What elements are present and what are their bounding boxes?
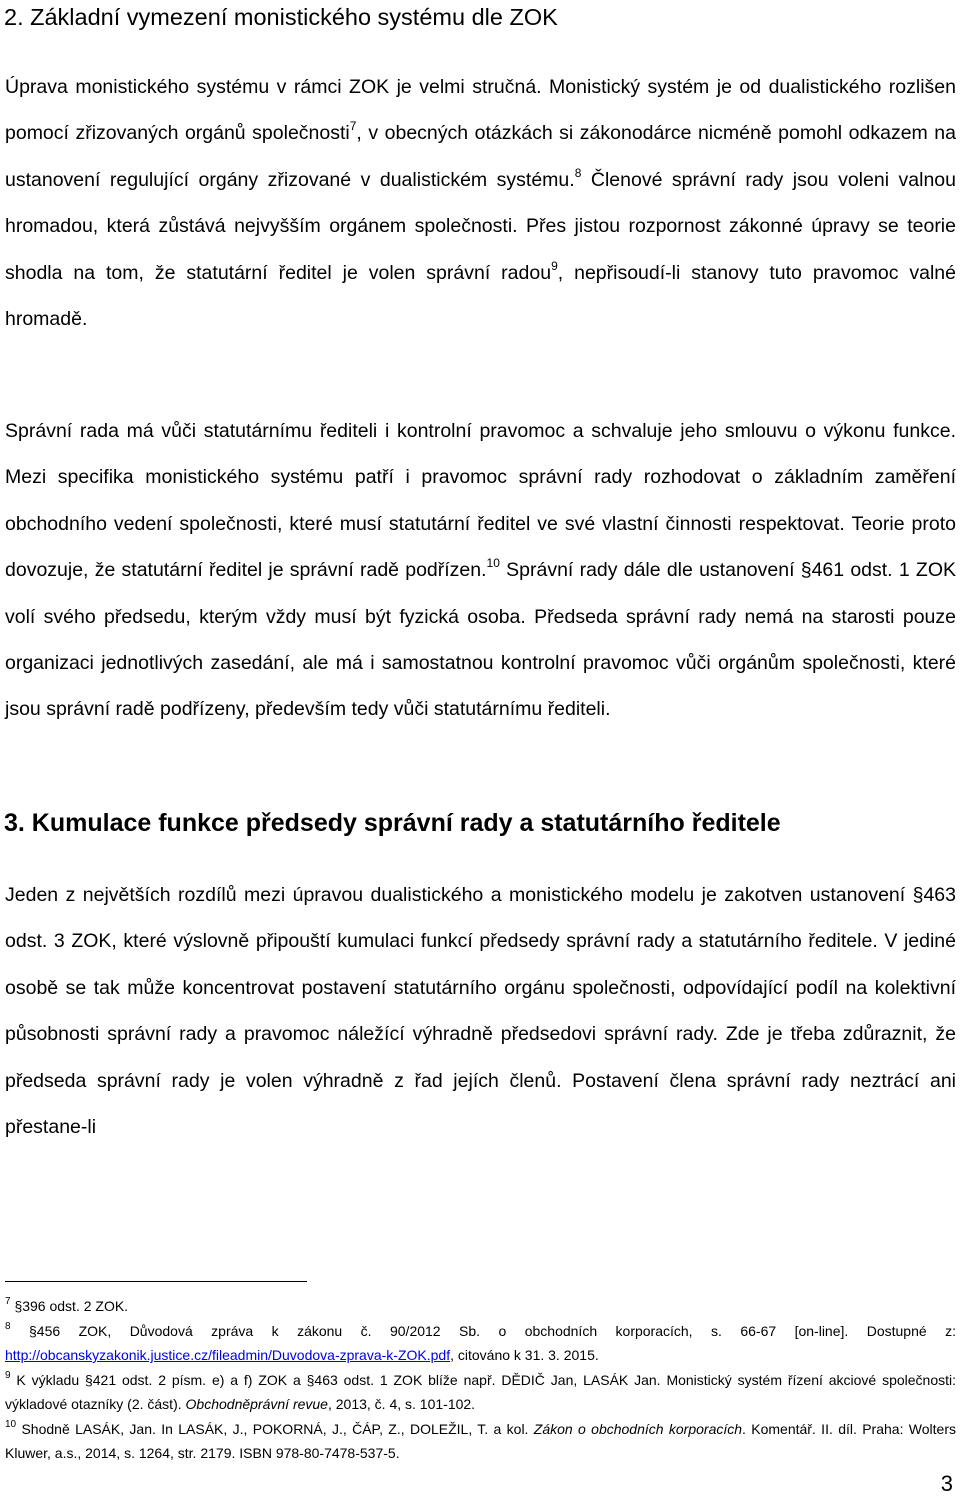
footnote-ref-7[interactable]: 7 — [349, 119, 357, 134]
section-2-paragraph-2 — [5, 408, 956, 733]
footnote-text: K výkladu §421 odst. 2 písm. e) a f) ZOK a §463 odst. 1 ZOK blíže např. DĚDIČ Jan, LASÁK Jan. Monistický systém řízení akciové společnosti: výkladové otazníky (2. část). — [5, 1371, 956, 1412]
footnote-text: §396 odst. 2 ZOK. — [10, 1298, 129, 1314]
footnote-text: §456 ZOK, Důvodová zpráva k zákonu č. 90/2012 Sb. o obchodních korporacích, s. 66-67 [on-line]. Dostupné z: — [10, 1322, 956, 1339]
footnote-ref-9[interactable]: 9 — [551, 258, 558, 273]
text-run: Správní rada má vůči statutárnímu řediteli i kontrolní pravomoc a schvaluje jeho smlouvu o výkonu funkce. Mezi specifika monistického systému patří i pravomoc správní rady rozhodovat o základním zaměření obchodního vedení společnosti, které musí statutární ředitel ve své vlastní činnosti respektovat. Teorie proto dovozuje, že statutární ředitel je správní radě podřízen. — [5, 420, 956, 582]
footnote-text: . Komentář. II. díl. Praha: Wolters Kluwer, a.s., 2014, s. 1264, str. 2179. ISBN 978-80-7478-537-5. — [5, 1420, 956, 1461]
footnotes — [5, 1294, 956, 1466]
text-run: , v obecných otázkách si zákonodárce nicméně pomohl odkazem na ustanovení regulující orgány zřizované v dualistickém systému. — [5, 122, 956, 191]
footnote-separator — [5, 1281, 307, 1282]
footnote-number: 8 — [5, 1320, 11, 1332]
section-2-paragraph-1 — [5, 64, 956, 342]
footnote-7 — [5, 1294, 956, 1319]
footnote-8 — [5, 1319, 956, 1368]
text-run: Členové správní rady jsou voleni valnou hromadou, která zůstává nejvyšším orgánem společnosti. Přes jistou rozpornost zákonné úpravy se teorie shodla na tom, že statutární ředitel je volen správní radou — [5, 168, 956, 284]
footnote-10 — [5, 1417, 956, 1466]
footnote-text: , 2013, č. 4, s. 101-102. — [327, 1396, 476, 1412]
text-run: Správní rady dále dle ustanovení §461 odst. 1 ZOK volí svého předsedu, kterým vždy musí být fyzická osoba. Předseda správní rady nemá na starosti pouze organizaci jednotlivých zasedání, ale má i samostatnou kontrolní pravomoc vůči orgánům společnosti, které jsou správní radě podřízeny, především tedy vůči statutárnímu řediteli. — [5, 559, 956, 721]
section-3-paragraph-1: Jeden z největších rozdílů mezi úpravou dualistického a monistického modelu je zakotven ustanovení §463 odst. 3 ZOK, které výslovně připouští kumulaci funkcí předsedy správní rady a statutárního ředitele. V jediné osobě se tak může koncentrovat postavení statutárního orgánu společnosti, odpovídající podíl na kolektivní působnosti správní rady a pravomoc náležící výhradně předsedovi správní rady. Zde je třeba zdůraznit, že předseda správní rady je volen výhradně z řad jejích členů. Postavení člena správní rady neztrácí ani přestane-li — [5, 884, 956, 1139]
footnote-number: 9 — [5, 1369, 11, 1381]
text-run: Úprava monistického systému v rámci ZOK je velmi stručná. Monistický systém je od dualistického rozlišen pomocí zřizovaných orgánů společnosti — [5, 76, 956, 145]
text-run: , nepřisoudí-li stanovy tuto pravomoc valné hromadě. — [5, 261, 956, 331]
footnote-ref-8[interactable]: 8 — [574, 165, 582, 180]
page-number: 3 — [940, 1471, 953, 1496]
footnote-number: 7 — [5, 1296, 11, 1307]
footnote-9 — [5, 1368, 956, 1417]
book-title: Zákon o obchodních korporacích — [533, 1420, 743, 1437]
footnote-ref-10[interactable]: 10 — [486, 556, 500, 571]
footnote-number: 10 — [5, 1418, 17, 1430]
section-3-heading: 3. Kumulace funkce předsedy správní rady a statutárního ředitele — [4, 809, 781, 837]
footnote-text: , citováno k 31. 3. 2015. — [450, 1347, 599, 1363]
journal-title: Obchodněprávní revue — [185, 1396, 328, 1412]
source-link[interactable]: http://obcanskyzakonik.justice.cz/fileadmin/Duvodova-zprava-k-ZOK.pdf — [5, 1347, 451, 1363]
section-2-heading: 2. Základní vymezení monistického systému dle ZOK — [4, 4, 558, 30]
footnote-text: Shodně LASÁK, Jan. In LASÁK, J., POKORNÁ, J., ČÁP, Z., DOLEŽIL, T. a kol. — [16, 1420, 534, 1437]
